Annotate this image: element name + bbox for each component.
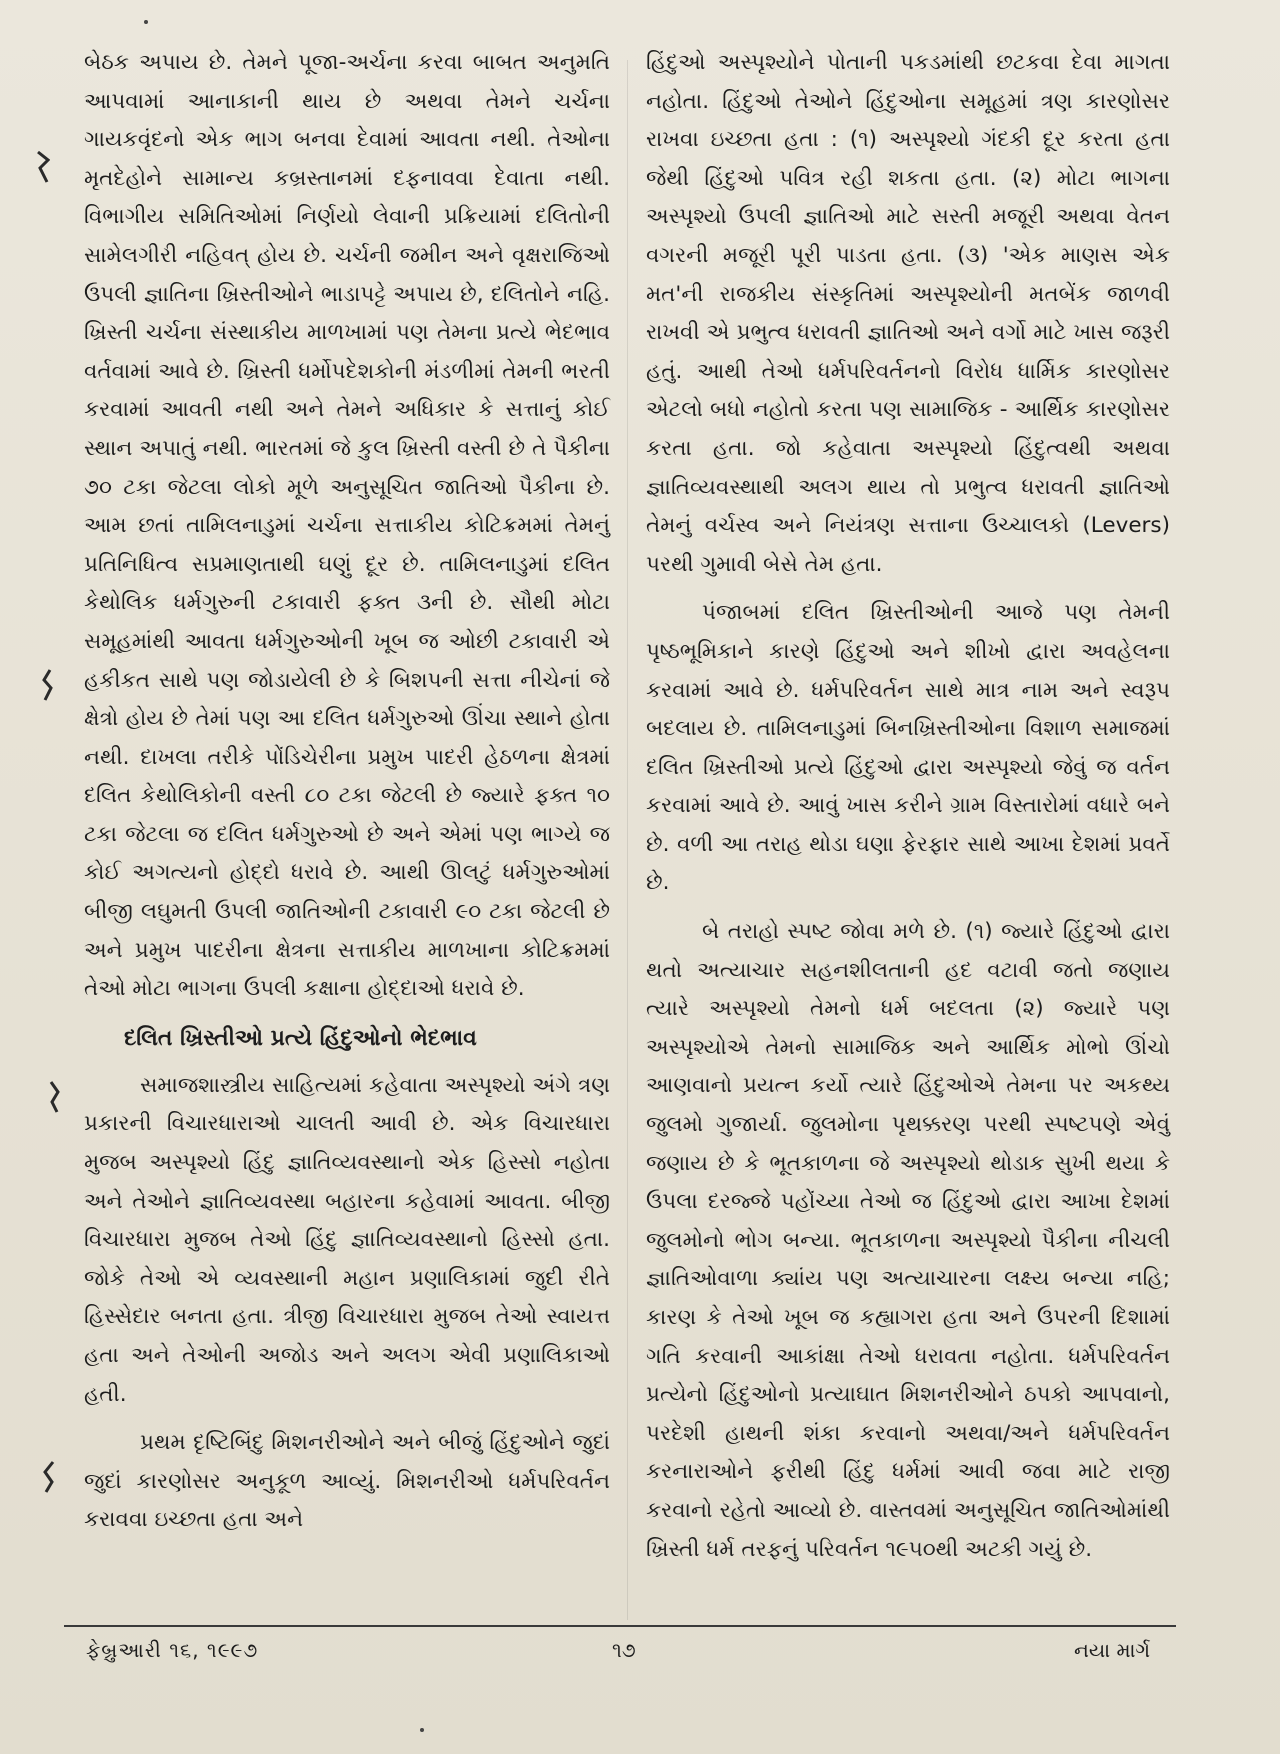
left-paragraph-3: પ્રથમ દૃષ્ટિબિંદુ મિશનરીઓને અને બીજું હિંદુઓને જુદાં જુદાં કારણોસર અનુકૂળ આવ્યું. મિશનરીઓ ધર્મપરિવર્તન કરાવવા ઇચ્છતા હતા અને: [84, 1430, 610, 1533]
page-number: ૧૭: [612, 1638, 636, 1662]
right-paragraph-2: પંજાબમાં દલિત ખ્રિસ્તીઓની આજે પણ તેમની પૃષ્ઠભૂમિકાને કારણે હિંદુઓ અને શીખો દ્વારા અવહેલના કરવામાં આવે છે. ધર્મપરિવર્તન સાથે માત્ર નામ અને સ્વરૂપ બદલાય છે. તામિલનાડુમાં બિનખ્રિસ્તીઓના વિશાળ સમાજમાં દલિત ખ્રિસ્તીઓ પ્રત્યે હિંદુઓ દ્વારા અસ્પૃશ્યો જેવું જ વર્તન કરવામાં આવે છે. આવું ખાસ કરીને ગ્રામ વિસ્તારોમાં વધારે બને છે. વળી આ તરાહ થોડા ઘણા ફેરફાર સાથે આખા દેશમાં પ્રવર્તે છે.: [646, 600, 1170, 896]
margin-tear-mark: [42, 1460, 56, 1494]
left-paragraph-2: સમાજશાસ્ત્રીય સાહિત્યમાં કહેવાતા અસ્પૃશ્યો અંગે ત્રણ પ્રકારની વિચારધારાઓ ચાલતી આવી છે. એક વિચારધારા મુજબ અસ્પૃશ્યો હિંદુ જ્ઞાતિવ્યવસ્થાનો એક હિસ્સો નહોતા અને તેઓને જ્ઞાતિવ્યવસ્થા બહારના કહેવામાં આવતા. બીજી વિચારધારા મુજબ તેઓ હિંદુ જ્ઞાતિવ્યવસ્થાનો હિસ્સો હતા. જોકે તેઓ એ વ્યવસ્થાની મહાન પ્રણાલિકામાં જુદી રીતે હિસ્સેદાર બનતા હતા. ત્રીજી વિચારધારા મુજબ તેઓ સ્વાયત્ત હતા અને તેઓની અજોડ અને અલગ એવી પ્રણાલિકાઓ હતી.: [84, 1072, 610, 1407]
left-paragraph-1: બેઠક અપાય છે. તેમને પૂજા-અર્ચના કરવા બાબત અનુમતિ આપવામાં આનાકાની થાય છે અથવા તેમને ચર્ચના ગાયકવૃંદનો એક ભાગ બનવા દેવામાં આવતા નથી. તેઓના મૃતદેહોને સામાન્ય કબ્રસ્તાનમાં દફનાવવા દેવાતા નથી. વિભાગીય સમિતિઓમાં નિર્ણયો લેવાની પ્રક્રિયામાં દલિતોની સામેલગીરી નહિવત્ હોય છે. ચર્ચની જમીન અને વૃક્ષરાજિઓ ઉપલી જ્ઞાતિના ખ્રિસ્તીઓને ભાડાપટ્ટે અપાય છે, દલિતોને નહિ. ખ્રિસ્તી ચર્ચના સંસ્થાકીય માળખામાં પણ તેમના પ્રત્યે ભેદભાવ વર્તવામાં આવે છે. ખ્રિસ્તી ધર્મોપદેશકોની મંડળીમાં તેમની ભરતી કરવામાં આવતી નથી અને તેમને અધિકાર કે સત્તાનું કોઈ સ્થાન અપાતું નથી. ભારતમાં જે કુલ ખ્રિસ્તી વસ્તી છે તે પૈકીના ૭૦ ટકા જેટલા લોકો મૂળે અનુસૂચિત જાતિઓ પૈકીના છે. આમ છતાં તામિલનાડુમાં ચર્ચના સત્તાકીય કોટિક્રમમાં તેમનું પ્રતિનિધિત્વ સપ્રમાણતાથી ઘણું દૂર છે. તામિલનાડુમાં દલિત કેથોલિક ધર્મગુરુની ટકાવારી ફક્ત ૩ની છે. સૌથી મોટા સમૂહમાંથી આવતા ધર્મગુરુઓની ખૂબ જ ઓછી ટકાવારી એ હકીકત સાથે પણ જોડાયેલી છે કે બિશપની સત્તા નીચેનાં જે ક્ષેત્રો હોય છે તેમાં પણ આ દલિત ધર્મગુરુઓ ઊંચા સ્થાને હોતા નથી. દાખલા તરીકે પોંડિચેરીના પ્રમુખ પાદરી હેઠળના ક્ષેત્રમાં દલિત કેથોલિકોની વસ્તી ૮૦ ટકા જેટલી છે જ્યારે ફક્ત ૧૦ ટકા જેટલા જ દલિત ધર્મગુરુઓ છે અને એમાં પણ ભાગ્યે જ કોઈ અગત્યનો હોદ્દો ધરાવે છે. આથી ઊલટું ધર્મગુરુઓમાં બીજી લઘુમતી ઉપલી જાતિઓની ટકાવારી ૯૦ ટકા જેટલી છે અને પ્રમુખ પાદરીના ક્ષેત્રના સત્તાકીય માળખાના કોટિક્રમમાં તેઓ મોટા ભાગના ઉપલી કક્ષાના હોદ્દાઓ ધરાવે છે.: [84, 50, 610, 1002]
right-paragraph-3: બે તરાહો સ્પષ્ટ જોવા મળે છે. (૧) જ્યારે હિંદુઓ દ્વારા થતો અત્યાચાર સહનશીલતાની હદ વટાવી જતો જણાય ત્યારે અસ્પૃશ્યો તેમનો ધર્મ બદલતા (૨) જ્યારે પણ અસ્પૃશ્યોએ તેમનો સામાજિક અને આર્થિક મોભો ઊંચો આણવાનો પ્રયત્ન કર્યો ત્યારે હિંદુઓએ તેમના પર અકથ્ય જુલમો ગુજાર્યા. જુલમોના પૃથક્કરણ પરથી સ્પષ્ટપણે એવું જણાય છે કે ભૂતકાળના જે અસ્પૃશ્યો થોડાક સુખી થયા કે ઉપલા દરજ્જે પહોંચ્યા તેઓ જ હિંદુઓ દ્વારા આખા દેશમાં જુલમોનો ભોગ બન્યા. ભૂતકાળના અસ્પૃશ્યો પૈકીના નીચલી જ્ઞાતિઓવાળા ક્યાંય પણ અત્યાચારના લક્ષ્ય બન્યા નહિ; કારણ કે તેઓ ખૂબ જ કહ્યાગરા હતા અને ઉપરની દિશામાં ગતિ કરવાની આકાંક્ષા તેઓ ધરાવતા નહોતા. ધર્મપરિવર્તન પ્રત્યેનો હિંદુઓનો પ્રત્યાઘાત મિશનરીઓને ઠપકો આપવાનો, પરદેશી હાથની શંકા કરવાનો અથવા/અને ધર્મપરિવર્તન કરનારાઓને ફરીથી હિંદુ ધર્મમાં આવી જવા માટે રાજી કરવાનો રહેતો આવ્યો છે. વાસ્તવમાં અનુસૂચિત જાતિઓમાંથી ખ્રિસ્તી ધર્મ તરફનું પરિવર્તન ૧૯૫૦થી અટકી ગયું છે.: [646, 919, 1170, 1562]
publication-name: નયા માર્ગ: [1074, 1638, 1151, 1662]
column-divider: [627, 60, 628, 1620]
left-column: [84, 44, 610, 1540]
right-column: [646, 44, 1170, 1569]
margin-tear-mark: [40, 668, 54, 702]
margin-tear-mark: [36, 150, 50, 184]
print-speck: [420, 1728, 424, 1732]
section-heading: દલિત ખ્રિસ્તીઓ પ્રત્યે હિંદુઓનો ભેદભાવ: [124, 1025, 477, 1051]
print-speck: [144, 20, 148, 24]
margin-tear-mark: [48, 1080, 62, 1114]
footer-date: ફેબ્રુઆરી ૧૬, ૧૯૯૭: [86, 1638, 259, 1662]
footer-rule: [64, 1625, 1176, 1627]
right-paragraph-1: હિંદુઓ અસ્પૃશ્યોને પોતાની પકડમાંથી છટકવા દેવા માગતા નહોતા. હિંદુઓ તેઓને હિંદુઓના સમૂહમાં ત્રણ કારણોસર રાખવા ઇચ્છતા હતા : (૧) અસ્પૃશ્યો ગંદકી દૂર કરતા હતા જેથી હિંદુઓ પવિત્ર રહી શકતા હતા. (૨) મોટા ભાગના અસ્પૃશ્યો ઉપલી જ્ઞાતિઓ માટે સસ્તી મજૂરી અથવા વેતન વગરની મજૂરી પૂરી પાડતા હતા. (૩) 'એક માણસ એક મત'ની રાજકીય સંસ્કૃતિમાં અસ્પૃશ્યોની મતબેંક જાળવી રાખવી એ પ્રભુત્વ ધરાવતી જ્ઞાતિઓ અને વર્ગો માટે ખાસ જરૂરી હતું. આથી તેઓ ધર્મપરિવર્તનનો વિરોધ ધાર્મિક કારણોસર એટલો બધો નહોતો કરતા પણ સામાજિક - આર્થિક કારણોસર કરતા હતા. જો કહેવાતા અસ્પૃશ્યો હિંદુત્વથી અથવા જ્ઞાતિવ્યવસ્થાથી અલગ થાય તો પ્રભુત્વ ધરાવતી જ્ઞાતિઓ તેમનું વર્ચસ્વ અને નિયંત્રણ સત્તાના ઉચ્ચાલકો (Levers) પરથી ગુમાવી બેસે તેમ હતા.: [646, 50, 1170, 577]
